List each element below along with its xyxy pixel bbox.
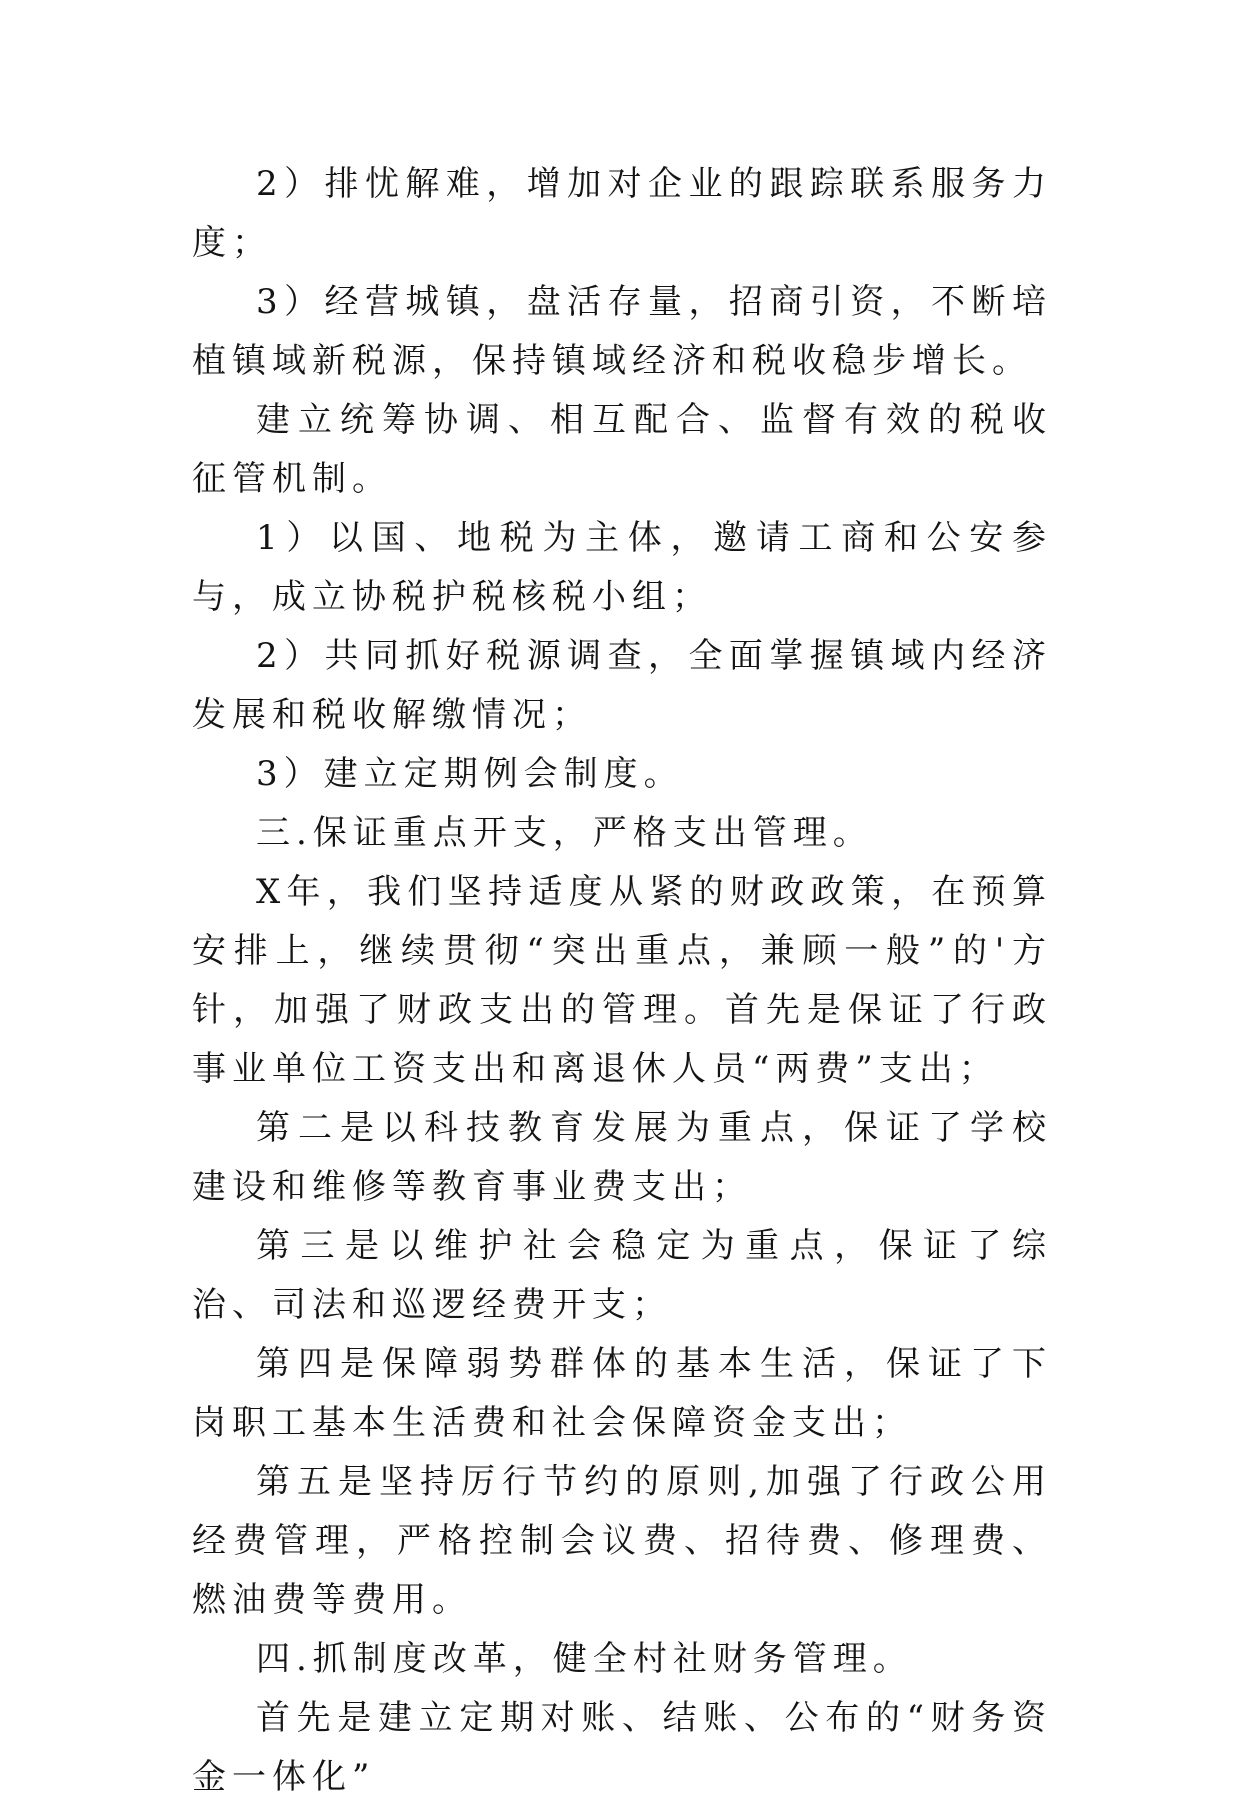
paragraph: 第五是坚持厉行节约的原则,加强了行政公用经费管理，严格控制会议费、招待费、修理费、燃油费等费用。	[192, 1462, 1052, 1620]
paragraph: 第二是以科技教育发展为重点，保证了学校建设和维修等教育事业费支出；	[192, 1108, 1052, 1207]
paragraph: 3）建立定期例会制度。	[256, 754, 684, 794]
paragraph: 首先是建立定期对账、结账、公布的“财务资金一体化”	[192, 1698, 1052, 1797]
document-body	[192, 155, 1052, 1807]
section-heading: 四.抓制度改革，健全村社财务管理。	[256, 1639, 913, 1679]
paragraph: 第四是保障弱势群体的基本生活，保证了下岗职工基本生活费和社会保障资金支出；	[192, 1344, 1052, 1443]
section-heading: 三.保证重点开支，严格支出管理。	[256, 813, 873, 853]
paragraph: 3）经营城镇，盘活存量，招商引资，不断培植镇域新税源，保持镇域经济和税收稳步增长。	[192, 282, 1052, 381]
paragraph: 建立统筹协调、相互配合、监督有效的税收征管机制。	[192, 400, 1052, 499]
paragraph: 2）共同抓好税源调查，全面掌握镇域内经济发展和税收解缴情况；	[192, 636, 1052, 735]
paragraph: X年，我们坚持适度从紧的财政政策，在预算安排上，继续贯彻“突出重点，兼顾一般”的'方针，加强了财政支出的管理。首先是保证了行政事业单位工资支出和离退休人员“两费”支出；	[192, 872, 1052, 1089]
paragraph: 1）以国、地税为主体，邀请工商和公安参与，成立协税护税核税小组；	[192, 518, 1052, 617]
paragraph: 第三是以维护社会稳定为重点，保证了综治、司法和巡逻经费开支；	[192, 1226, 1052, 1325]
paragraph: 2）排忧解难，增加对企业的跟踪联系服务力度；	[192, 164, 1052, 263]
